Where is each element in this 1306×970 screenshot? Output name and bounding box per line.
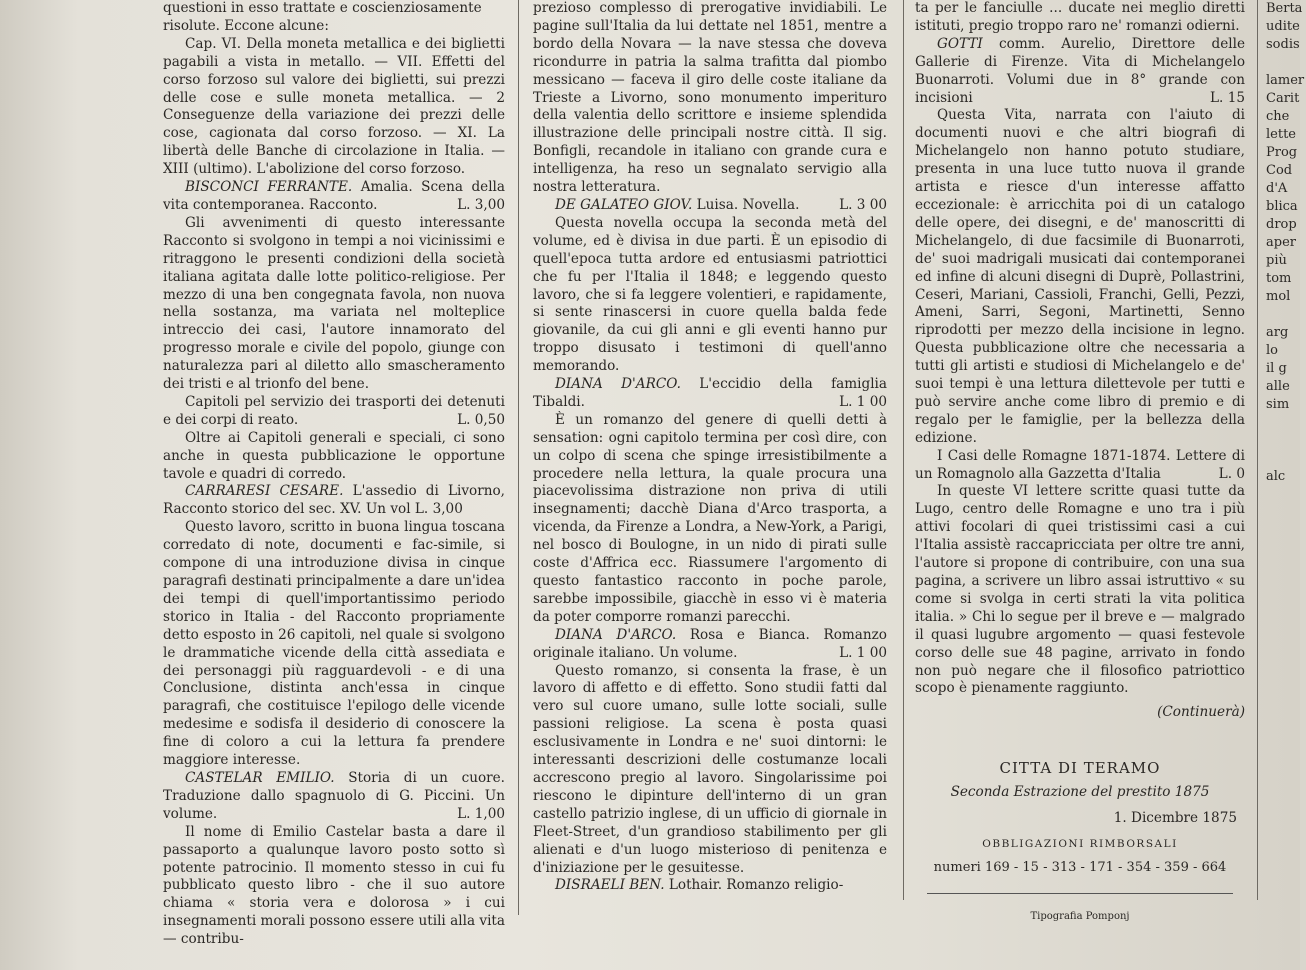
entry-body: Questa novella occupa la seconda metà del volume, ed è divisa in due parti. È un episodio di quell'epoca tutta ardore ed entusiasmi patriottici che fu per l'Italia il 1848; e leggendo questo lavoro, che si fa leggere volentieri, e rapidamente, si sente rinascersi in cuore quella balda fede giovanile, da cui gli anni e gli eventi hanno pur troppo disusato i testimoni di quell'anno memorando.	[533, 214, 887, 375]
fragment-line	[1266, 594, 1306, 612]
entry-desc: Luisa. Novella.	[696, 196, 800, 213]
entry-author: DIANA D'ARCO.	[555, 376, 681, 393]
fragment-line: il g	[1266, 361, 1287, 376]
entry-price: L. 3,00	[457, 196, 505, 213]
entry-author: CARRARESI CESARE.	[185, 483, 344, 500]
fragment-line: lette	[1266, 127, 1296, 142]
text-line: questioni in esso trattate e coscienziosamente	[163, 0, 482, 16]
fragment-line	[1266, 306, 1306, 324]
text-line: risolute. Eccone alcune:	[163, 17, 329, 34]
entry-desc: Rosa e Bianca. Romanzo originale italiano. Un volume.	[533, 626, 887, 661]
notice-title: CITTA DI TERAMO	[999, 759, 1161, 778]
entry-desc: Capitoli pel servizio dei trasporti dei detenuti e dei corpi di reato.	[163, 393, 505, 428]
fragment-line: Cod	[1266, 163, 1293, 178]
fragment-line: alle	[1266, 379, 1290, 394]
entry-desc: L'assedio di Livorno, Racconto storico del sec. XV. Un vol	[163, 483, 505, 518]
entry-heading	[163, 483, 505, 519]
entry-author: GOTTI	[937, 35, 983, 52]
fragment-line: sim	[1266, 397, 1290, 412]
entry-price: L. 3 00	[839, 196, 887, 213]
entry-body: Gli avvenimenti di questo interessante Racconto si svolgono in tempi a noi vicinissimi e ritraggono le presenti condizioni della società italiana agitata dalle lotte politico-religiose. Per mezzo di una ben congegnata favola, non nuova nella sostanza, ma variata nel molteplice intreccio dei casi, l'autore innamorato del progresso morale e civile del popolo, giunge con naturalezza pari al diletto allo smascheramento dei tristi e al trionfo del bene.	[163, 214, 505, 393]
fragment-line: udite	[1266, 19, 1300, 34]
entry-author: DE GALATEO GIOV.	[555, 196, 693, 213]
entry-desc: L'eccidio della famiglia Tibaldi.	[533, 376, 887, 410]
chapter-list: Cap. VI. Della moneta metallica e dei biglietti pagabili a vista in metallo. — VII. Effetti del corso forzoso sul valore dei biglietti, sui prezzi delle cose e sulle moneta metallica. — 2 Conseguenze della variazione dei prezzi delle cose, cagionata dal corso forzoso. — XI. La libertà delle Banche di circolazione in Italia. — XIII (ultimo). L'abolizione del corso forzoso.	[163, 35, 505, 178]
entry-body: È un romanzo del genere di quelli detti à sensation: ogni capitolo termina per così dire, con un colpo di scena che spinge irresistibilmente a procedere nella lettura, la quale procura una piacevolissima distrazione non priva di utili insegnamenti; dacchè Diana d'Arco trasporta, a vicenda, da Firenze a Londra, a New-York, a Parigi, nel bosco di Boulogne, in un nido di pirati sulle coste d'Affrica ecc. Riassumere l'argomento di questo fantastico racconto in poche parole, sarebbe impossibile, giacchè in esso vi è materia da poter comporre romanzi parecchi.	[533, 411, 887, 625]
column-rule	[518, 0, 519, 915]
entry-heading	[533, 376, 887, 412]
entry-heading	[915, 448, 1245, 484]
entry-heading	[533, 877, 887, 895]
entry-author: CASTELAR EMILIO.	[185, 769, 335, 786]
entry-price: L. 1 00	[839, 393, 887, 410]
entry-price: L. 0,50	[457, 411, 505, 428]
fragment-line: Berta	[1266, 1, 1303, 16]
fragment-line	[1266, 486, 1306, 504]
notice-label: OBBLIGAZIONI RIMBORSALI	[982, 837, 1178, 850]
entry-body: In queste VI lettere scritte quasi tutte da Lugo, centro delle Romagne e uno tra i più attivi focolari di quei tristissimi casi a cui l'Italia assistè raccapricciata per oltre tre anni, l'autore si propone di contribuire, con una sua pagina, a scrivere un libro assai istruttivo « su come si svolga in certi strati la vita politica italia. » Chi lo segue per il breve e — malgrado il quasi lugubre argomento — quasi festevole corso delle sue 48 pagine, arrivato in fondo non può negare che il filosofico patriottico scopo è pienamente raggiunto.	[915, 483, 1245, 697]
entry-heading	[163, 770, 505, 824]
fragment-line: mol	[1266, 289, 1291, 304]
entry-price: L. 0	[1218, 465, 1245, 482]
fragment-line: lo	[1266, 343, 1278, 358]
fragment-line: d'A	[1266, 181, 1288, 196]
entry-heading	[163, 179, 505, 215]
fragment-line: arg	[1266, 325, 1289, 340]
entry-author: BISCONCI FERRANTE.	[185, 179, 353, 196]
entry-body: Questo romanzo, si consenta la frase, è un lavoro di affetto e di effetto. Sono studii fatti dal vero sul cuore umano, sulle lotte sociali, sulle passioni religiose. La scena è posta quasi esclusivamente in Londra e ne' suoi dintorni: le interessanti descrizioni delle costumanze locali accrescono pregio al lavoro. Singolarissime poi riescono le dipinture dell'interno di un gran castello patrizio inglese, di un ufficio di giornale in Fleet-Street, d'un grandioso stabilimento per gli alienati e d'un luogo misterioso di penitenza e d'iniziazione per le gesuitesse.	[533, 662, 887, 876]
notice-numbers: numeri 169 - 15 - 313 - 171 - 354 - 359 - 664	[933, 859, 1227, 875]
fragment-line: drop	[1266, 217, 1297, 232]
entry-price: L. 3,00	[414, 501, 463, 518]
fragment-line: più	[1266, 253, 1287, 268]
fragment-line	[1266, 522, 1306, 540]
entry-body: ta per le fanciulle ... ducate nei meglio diretti istituti, pregio troppo raro ne' romanzi odierni.	[915, 0, 1245, 34]
fragment-line	[1266, 54, 1306, 72]
entry-body: Il nome di Emilio Castelar basta a dare il passaporto a qualunque lavoro posto sotto sì potente patrocinio. Il momento stesso in cui fu pubblicato questo libro - che il suo autore chiama « storia vera e dolorosa » i cui insegnamenti morali possono essere utili alla vita — contribu-	[163, 823, 505, 948]
fragment-line	[1266, 576, 1306, 594]
fragment-line: sodis	[1266, 37, 1300, 52]
column-1	[163, 0, 505, 949]
entry-body: Oltre ai Capitoli generali e speciali, ci sono anche in questa pubblicazione le opportune tavole e quadri di corredo.	[163, 429, 505, 482]
entry-body: Questa Vita, narrata con l'aiuto di documenti nuovi e che altri biografi di Michelangelo non hanno potuto studiare, presenta in una luce tutto nuova il grande artista e riesce d'un interesse affatto eccezionale: è arricchita poi di un catalogo delle opere, dei disegni, e de' manoscritti di Michelangelo, di due facsimile di Buonarroti, de' suoi madrigali musicati dai contemporanei ed infine di alcuni disegni di Duprè, Pollastrini, Ceseri, Mariani, Cassioli, Franchi, Gelli, Pezzi, Ameni, Sarri, Segoni, Martinetti, Senno riprodotti per mezzo della incisione in legno. Questa pubblicazione oltre che necessaria a tutti gli artisti e studiosi di Michelangelo e de' suoi tempi è una lettura dilettevole per tutti e può servire anche come libro di premio e di regalo per le famiglie, per la bellezza della edizione.	[915, 107, 1245, 446]
entry-price: L. 15	[1210, 89, 1245, 106]
column-rule	[903, 0, 904, 900]
column-2	[533, 0, 887, 895]
entry-desc: Storia di un cuore. Traduzione dallo spagnuolo di G. Piccini. Un volume.	[163, 769, 506, 822]
fragment-line: aper	[1266, 235, 1296, 250]
notice-subtitle: Seconda Estrazione del prestito 1875	[950, 784, 1210, 801]
fragment-line: lamer	[1266, 73, 1305, 88]
column-4-fragment	[1266, 0, 1306, 630]
fragment-line	[1266, 540, 1306, 558]
fragment-line: che	[1266, 109, 1290, 124]
entry-author: DIANA D'ARCO.	[555, 626, 677, 643]
entry-price: L. 1,00	[457, 805, 505, 822]
entry-author: DISRAELI BEN.	[555, 877, 665, 894]
column-rule	[1257, 0, 1258, 900]
notice-date: 1. Dicembre 1875	[1113, 810, 1237, 827]
fragment-line: Prog	[1266, 145, 1298, 160]
fragment-line	[1266, 414, 1306, 432]
entry-heading	[163, 394, 505, 430]
entry-heading	[533, 627, 887, 663]
entry-desc: Amalia. Scena della vita contemporanea. Racconto.	[163, 179, 505, 213]
entry-desc: Lothair. Romanzo religio-	[668, 877, 844, 894]
fragment-line: tom	[1266, 271, 1292, 286]
fragment-line	[1266, 432, 1306, 450]
continued-note: (Continuerà)	[1157, 704, 1245, 721]
fragment-line	[1266, 558, 1306, 576]
lottery-notice	[915, 760, 1245, 925]
fragment-line	[1266, 504, 1306, 522]
entry-body: Questo lavoro, scritto in buona lingua toscana corredato di note, documenti e fac-simile, si compone di una introduzione divisa in cinque paragrafi destinati principalmente a dare un'idea dei tempi di quell'importantissimo periodo storico in Italia - del Racconto propriamente detto esposto in 26 capitoli, nel quale si svolgono le drammatiche vicende della città assediata e dei personaggi più ragguardevoli - e di una Conclusione, distinta anch'essa in cinque paragrafi, che costituisce l'epilogo delle vicende medesime e sodisfa il desiderio di conoscere la fine di coloro a cui la lettura fa prendere maggiore interesse.	[163, 519, 505, 769]
entry-heading	[533, 197, 887, 215]
fragment-line: alc	[1266, 469, 1286, 484]
fragment-line	[1266, 450, 1306, 468]
entry-body: prezioso complesso di prerogative invidiabili. Le pagine sull'Italia da lui dettate nel 1851, mentre a bordo della Novara — la nave stessa che doveva ricondurre in patria la salma trafitta dal piombo messicano — faceva il giro delle coste italiane da Trieste a Livorno, sono monumento imperituro della valentia dello scrittore e insieme splendida illustrazione delle principali nostre città. Il sig. Bonfigli, recandole in italiano con grande cura e intelligenza, ha reso un segnalato servigio alla nostra letteratura.	[533, 0, 887, 196]
fragment-line: blica	[1266, 199, 1298, 214]
column-3	[915, 0, 1245, 926]
entry-desc: I Casi delle Romagne 1871-1874. Lettere di un Romagnolo alla Gazzetta d'Italia	[915, 447, 1245, 482]
entry-heading	[915, 36, 1245, 108]
fragment-line: Carit	[1266, 91, 1300, 106]
entry-price: L. 1 00	[839, 644, 887, 661]
printer-credit: Tipografia Pomponj	[1030, 910, 1130, 922]
fragment-line	[1266, 612, 1306, 630]
entry-desc: comm. Aurelio, Direttore delle Gallerie di Firenze. Vita di Michelangelo Buonarroti. Volumi due in 8° grande con incisioni	[915, 35, 1246, 106]
notice-rule	[927, 893, 1233, 894]
